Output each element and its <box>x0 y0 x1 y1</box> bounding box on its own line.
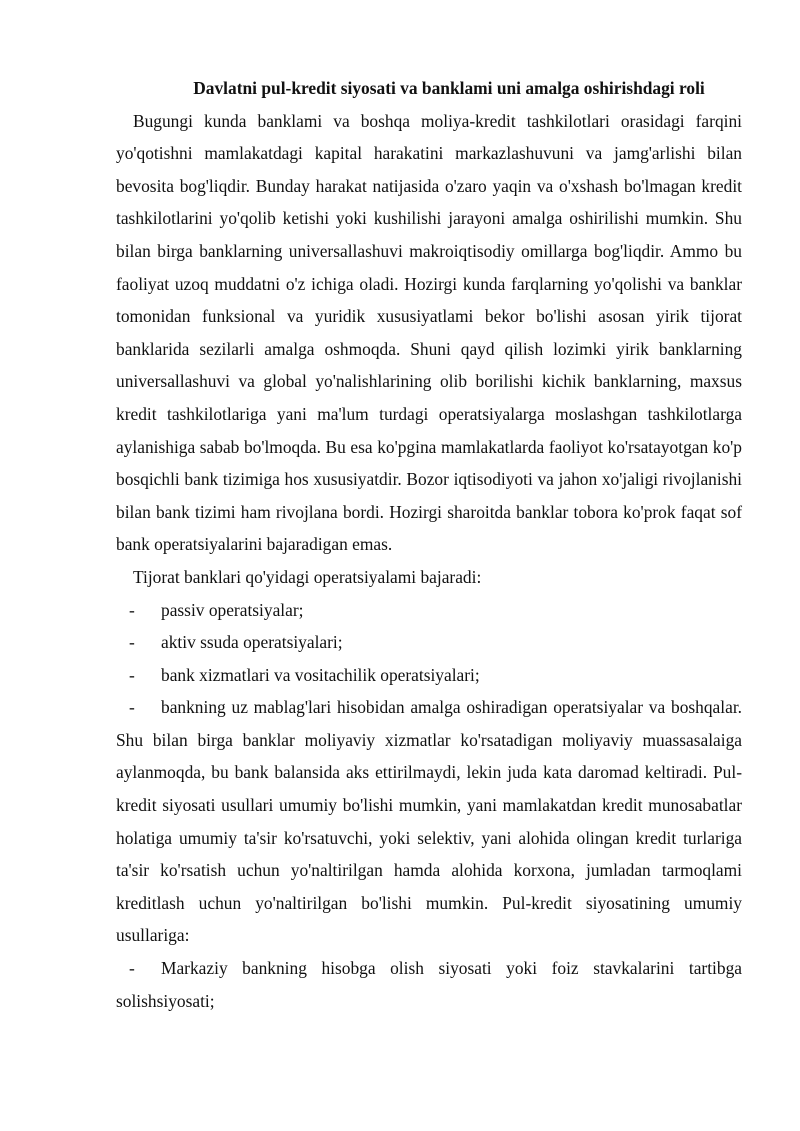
dash-bullet: - <box>129 664 135 685</box>
list-item-text: bank xizmatlari va vositachilik operatsiyalari; <box>161 664 480 685</box>
list-item <box>116 659 742 692</box>
list-item <box>116 594 742 627</box>
dash-bullet: - <box>129 958 135 979</box>
list-item-text: Markaziy bankning hisobga olish siyosati yoki foiz stavkalarini tartibga solishsiyosati; <box>116 958 742 1011</box>
list-item-text: passiv operatsiyalar; <box>161 599 304 620</box>
list-item-long <box>116 691 742 952</box>
dash-bullet: - <box>129 697 135 718</box>
dash-bullet: - <box>129 599 135 620</box>
list-item-last <box>116 952 742 1017</box>
paragraph-operations-lead: Tijorat banklari qo'yidagi operatsiyalami bajaradi: <box>133 566 482 587</box>
list-item <box>116 626 742 659</box>
list-item-text: aktiv ssuda operatsiyalari; <box>161 632 343 653</box>
paragraph-intro: Bugungi kunda banklami va boshqa moliya-kredit tashkilotlari orasidagi farqini yo'qotishni mamlakatdagi kapital harakatini markazlashuvuni va jamg'arlishi bilan bevosita bog'liqdir. Bunday harakat natijasida o'zaro yaqin va o'xshash bo'lmagan kredit tashkilotlarini yo'qolib ketishi yoki kushilishi jarayoni amalga oshirilishi mumkin. Shu bilan birga banklarning universallashuvi makroiqtisodiy omillarga bog'liqdir. Ammo bu faoliyat uzoq muddatni o'z ichiga oladi. Hozirgi kunda farqlarning yo'qolishi va banklar tomonidan funksional va yuridik xususiyatlami bekor bo'lishi asosan yirik tijorat banklarida sezilarli amalga oshmoqda. Shuni qayd qilish lozimki yirik banklarning universallashuvi va global yo'nalishlarining olib borilishi kichik banklarning, maxsus kredit tashkilotlariga yani ma'lum turdagi operatsiyalarga moslashgan tashkilotlarga aylanishiga sabab bo'lmoqda. Bu esa ko'pgina mamlakatlarda faoliyot ko'rsatayotgan ko'p bosqichli bank tizimiga hos xususiyatdir. Bozor iqtisodiyoti va jahon xo'jaligi rivojlanishi bilan bank tizimi ham rivojlana bordi. Hozirgi sharoitda banklar tobora ko'prok faqat sof bank operatsiyalarini bajaradigan emas. <box>116 110 742 555</box>
document-title: Davlatni pul-kredit siyosati va banklami uni amalga oshirishdagi roli <box>193 78 705 98</box>
dash-bullet: - <box>129 632 135 653</box>
list-item-text: bankning uz mablag'lari hisobidan amalga oshiradigan operatsiyalar va boshqalar. Shu bilan birga banklar moliyaviy xizmatlar ko'rsatadigan moliyaviy muassasalaiga aylanmoqda, bu bank balansida aks ettirilmaydi, lekin juda kata daromad keltiradi. Pul-kredit siyosati usullari umumiy bo'lishi mumkin, yani mamlakatdan kredit munosabatlar holatiga umumiy ta'sir ko'rsatuvchi, yoki selektiv, yani alohida olingan kredit turlariga ta'sir ko'rsatish uchun yo'naltirilgan hamda alohida korxona, jumladan tarmoqlami kreditlash uchun yo'naltirilgan bo'lishi mumkin. Pul-kredit siyosatining umumiy usullariga: <box>116 697 742 946</box>
document-page <box>116 72 742 1017</box>
